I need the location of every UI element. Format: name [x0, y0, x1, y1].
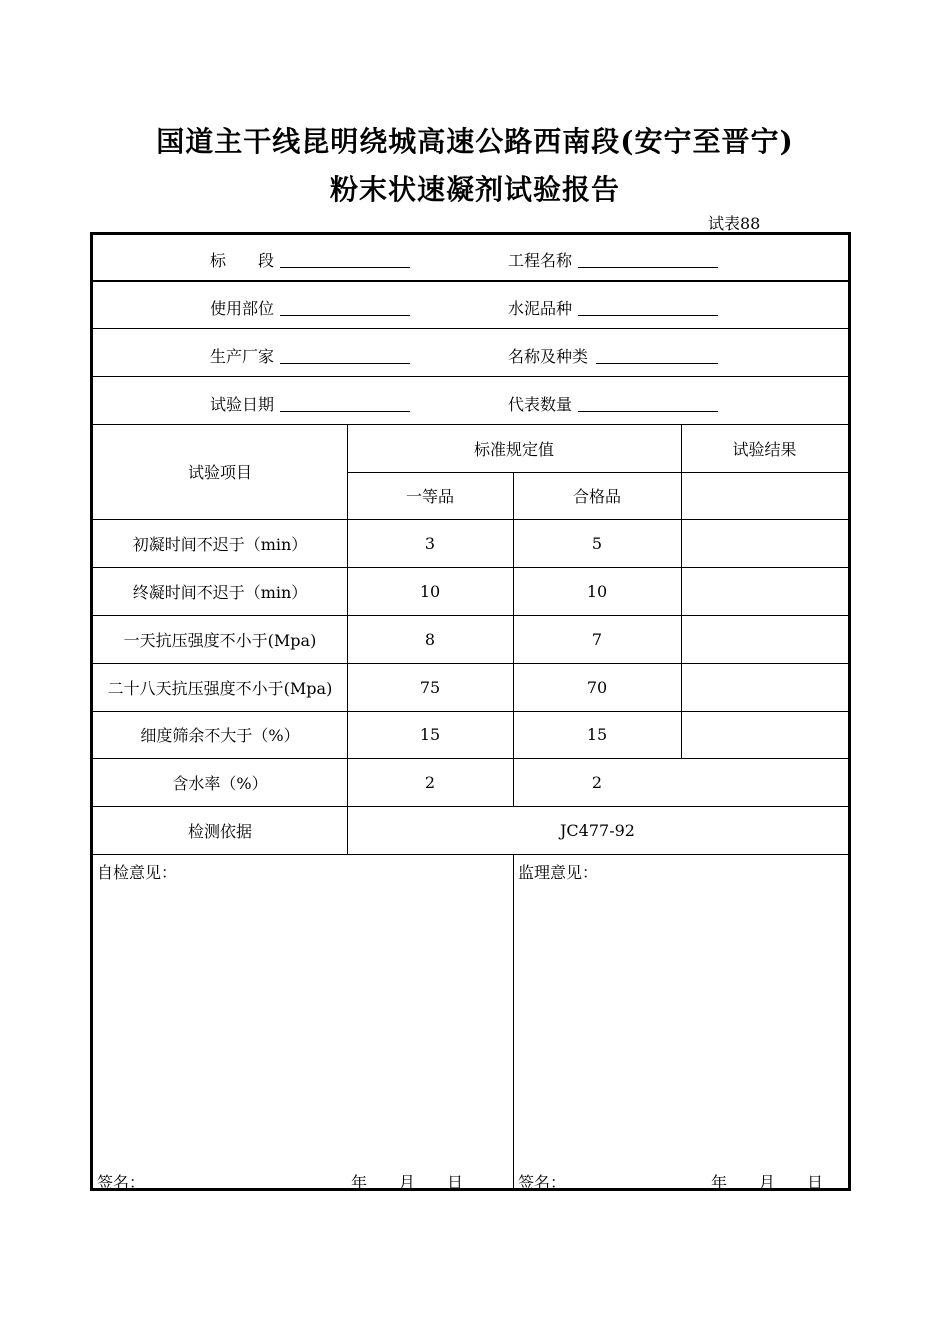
col-header-grade1: 一等品 [405, 487, 454, 506]
row-result-field[interactable] [681, 711, 848, 758]
col-header-standard: 标准规定值 [473, 439, 554, 459]
project-name-field[interactable] [578, 267, 718, 268]
row-item: 细度筛余不大于（%） [140, 726, 300, 745]
test-date-field[interactable] [280, 411, 410, 412]
supervision-label: 监理意见： [518, 863, 599, 882]
cement-type-field[interactable] [578, 315, 718, 316]
representative-quantity-label: 代表数量 [508, 395, 573, 414]
basis-value: JC477-92 [560, 820, 635, 840]
row-qualified-value: 15 [586, 725, 608, 744]
row-grade1-value: 3 [424, 533, 436, 553]
row-qualified-value: 2 [591, 772, 603, 792]
row-grade1-value: 2 [424, 772, 436, 792]
project-name-label: 工程名称 [508, 251, 573, 270]
row-qualified-value: 5 [591, 533, 603, 553]
row-qualified-value: 70 [586, 677, 608, 697]
report-title-line2: 粉末状速凝剂试验报告 [329, 173, 620, 206]
supervision-opinion-area[interactable] [514, 880, 848, 1150]
self-check-signature-label: 签名： [97, 1173, 146, 1192]
row-result-field[interactable] [681, 615, 848, 663]
section-label: 标 段 [210, 251, 275, 270]
row-item: 初凝时间不迟于（min） [132, 534, 308, 554]
form-number: 试表88 [708, 214, 761, 233]
self-check-label: 自检意见： [97, 863, 178, 882]
col-header-item: 试验项目 [187, 463, 252, 482]
col-header-qualified: 合格品 [572, 487, 621, 506]
row-item: 二十八天抗压强度不小于(Mpa) [107, 678, 333, 698]
report-sheet [90, 232, 851, 1191]
row-grade1-value: 8 [424, 629, 436, 649]
supervision-date-label: 年 月 日 [711, 1173, 824, 1192]
row-grade1-value: 75 [419, 677, 441, 697]
usage-location-field[interactable] [280, 315, 410, 316]
row-qualified-value: 7 [591, 629, 603, 649]
row-result-field[interactable] [681, 567, 848, 615]
row-qualified-value: 10 [586, 581, 608, 601]
self-check-date-label: 年 月 日 [351, 1173, 464, 1192]
basis-label: 检测依据 [187, 821, 252, 841]
manufacturer-label: 生产厂家 [210, 347, 275, 366]
representative-quantity-field[interactable] [578, 411, 718, 412]
row-result-field[interactable] [681, 663, 848, 711]
row-grade1-value: 10 [419, 581, 441, 601]
name-and-type-field[interactable] [596, 363, 718, 364]
row-grade1-value: 15 [419, 725, 441, 744]
usage-location-label: 使用部位 [210, 299, 275, 318]
supervision-signature-label: 签名： [518, 1173, 567, 1192]
row-item: 含水率（%） [172, 773, 268, 793]
row-result-field[interactable] [681, 758, 848, 806]
section-field[interactable] [280, 267, 410, 268]
cement-type-label: 水泥品种 [508, 299, 573, 318]
name-and-type-label: 名称及种类 [508, 347, 589, 366]
col-header-result: 试验结果 [732, 439, 797, 459]
self-check-opinion-area[interactable] [93, 880, 513, 1150]
row-result-field[interactable] [681, 519, 848, 567]
row-item: 一天抗压强度不小于(Mpa) [123, 630, 317, 650]
test-date-label: 试验日期 [210, 395, 275, 414]
manufacturer-field[interactable] [280, 363, 410, 364]
report-title-line1: 国道主干线昆明绕城高速公路西南段(安宁至晋宁) [156, 125, 794, 158]
row-item: 终凝时间不迟于（min） [132, 582, 308, 602]
